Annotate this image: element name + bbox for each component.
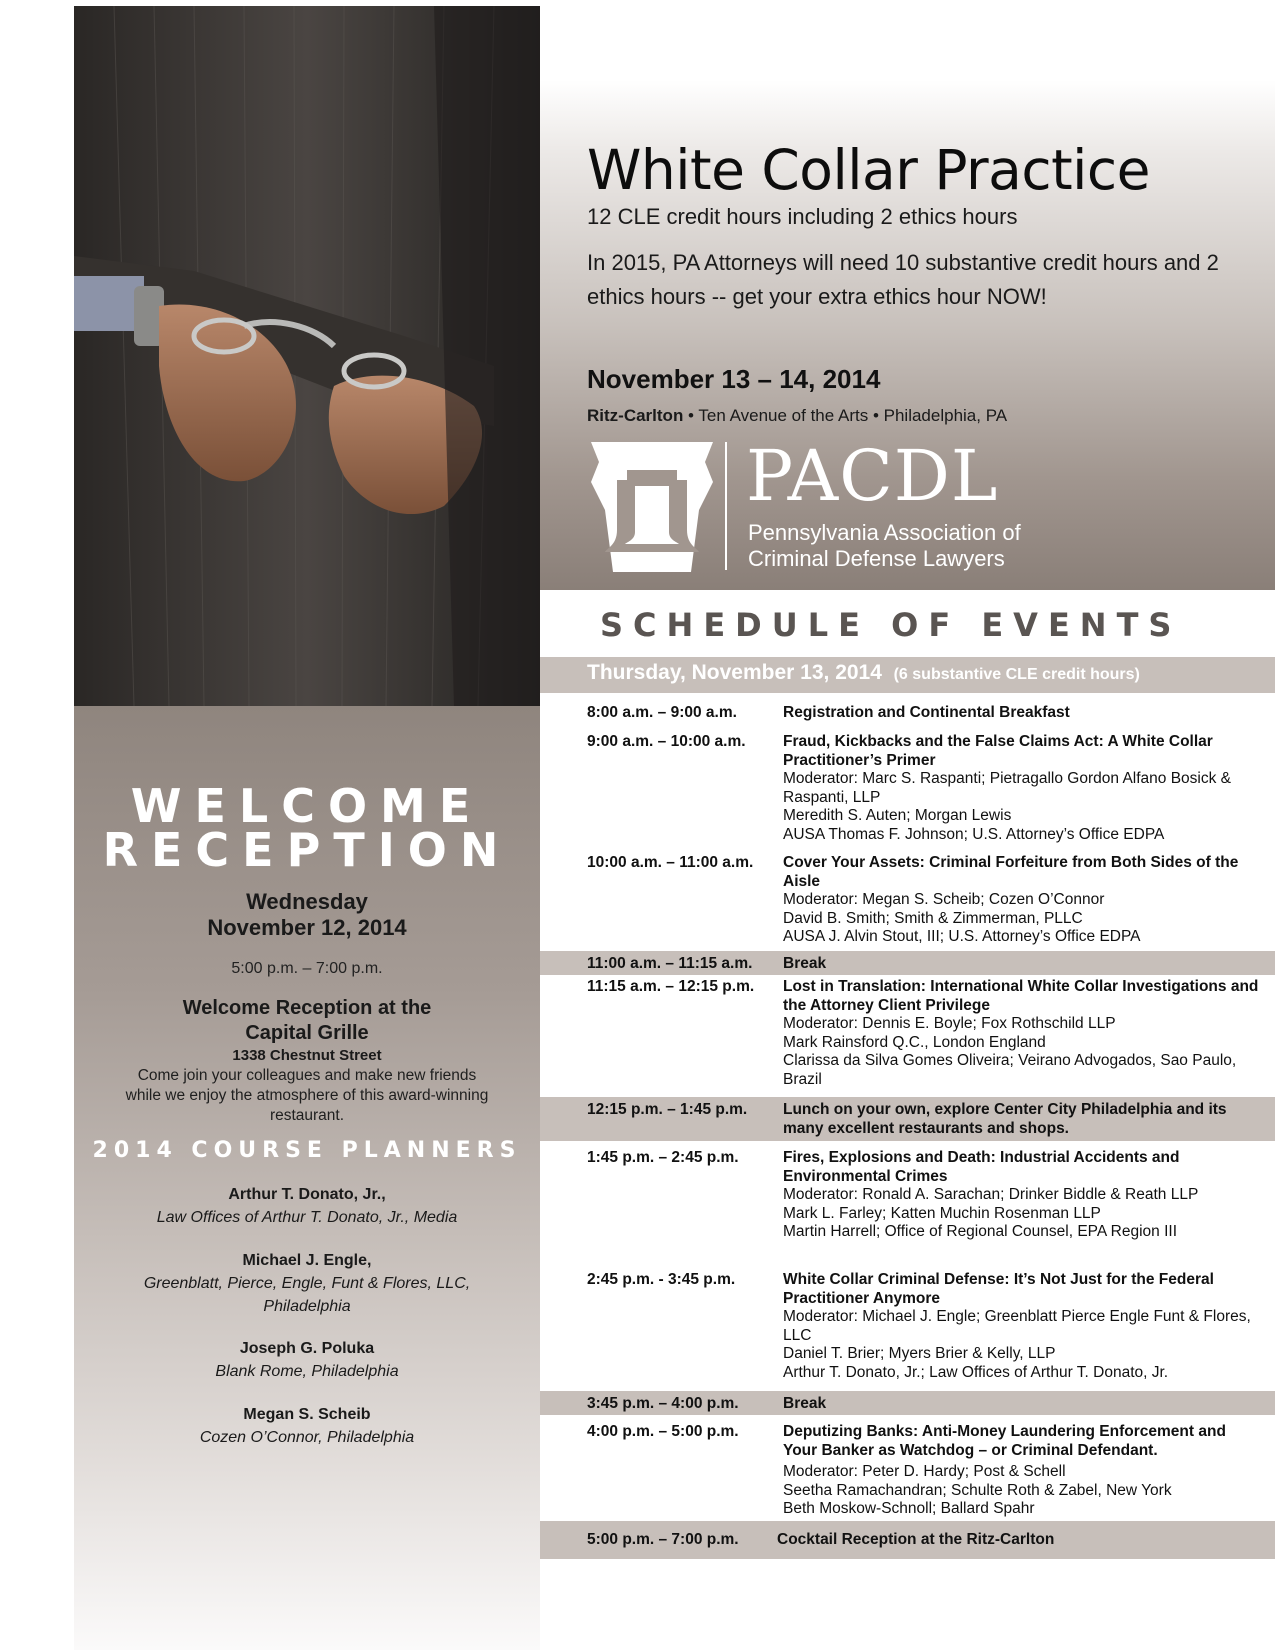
- welcome-date: November 12, 2014: [207, 915, 407, 940]
- row-time: 10:00 a.m. – 11:00 a.m.: [587, 854, 754, 871]
- pacdl-name-line1: Pennsylvania Association of: [748, 520, 1021, 545]
- row-time: 4:00 p.m. – 5:00 p.m.: [587, 1423, 739, 1440]
- planner-firm: Cozen O’Connor, Philadelphia: [199, 1429, 415, 1446]
- welcome-description: Come join your colleagues and make new friends while we enjoy the atmosphere of this award-winning restaurant.: [125, 1067, 489, 1124]
- pacdl-name-line2: Criminal Defense Lawyers: [748, 546, 1005, 571]
- row-speaker: AUSA J. Alvin Stout, III; U.S. Attorney’s Office EDPA: [783, 928, 1141, 945]
- course-planners-title: 2014 COURSE PLANNERS: [92, 1138, 522, 1163]
- left-column: [74, 6, 540, 1650]
- schedule-title: SCHEDULE OF EVENTS: [600, 606, 1182, 644]
- venue-line: [587, 406, 1007, 426]
- credit-hours-subtitle: 12 CLE credit hours including 2 ethics hours: [587, 204, 1018, 229]
- row-speaker: Moderator: Dennis E. Boyle; Fox Rothschild LLP: [783, 1015, 1116, 1032]
- planner-firm: Law Offices of Arthur T. Donato, Jr., Media: [156, 1209, 458, 1226]
- event-date: November 13 – 14, 2014: [587, 364, 881, 394]
- photo-illustration: [74, 6, 540, 706]
- row-time: 8:00 a.m. – 9:00 a.m.: [587, 704, 737, 721]
- row-speaker: AUSA Thomas F. Johnson; U.S. Attorney’s Office EDPA: [783, 825, 1165, 843]
- page-title: White Collar Practice: [587, 138, 1150, 202]
- welcome-venue-line2: Capital Grille: [245, 1022, 369, 1044]
- row-time: 3:45 p.m. – 4:00 p.m.: [587, 1395, 739, 1412]
- welcome-address: 1338 Chestnut Street: [232, 1047, 382, 1064]
- row-speaker: Clarissa da Silva Gomes Oliveira; Veirano Advogados, Sao Paulo, Brazil: [783, 1052, 1237, 1088]
- row-speaker: Martin Harrell; Office of Regional Counsel, EPA Region III: [783, 1223, 1178, 1240]
- venue-name: Ritz-Carlton: [587, 406, 684, 425]
- row-time: 9:00 a.m. – 10:00 a.m.: [587, 733, 746, 750]
- planner-name: Michael J. Engle,: [242, 1252, 372, 1269]
- planner-name: Megan S. Scheib: [243, 1406, 371, 1423]
- row-title: Cocktail Reception at the Ritz-Carlton: [777, 1531, 1055, 1548]
- planner-firm: Blank Rome, Philadelphia: [215, 1363, 399, 1380]
- welcome-time: 5:00 p.m. – 7:00 p.m.: [231, 960, 383, 977]
- planner-entry: [74, 1338, 540, 1383]
- row-time: 11:00 a.m. – 11:15 a.m.: [587, 955, 753, 972]
- welcome-title-line1: WELCOME: [130, 779, 484, 833]
- row-speaker: Daniel T. Brier; Myers Brier & Kelly, LLP: [783, 1345, 1056, 1362]
- row-speaker: Moderator: Michael J. Engle; Greenblatt Pierce Engle Funt & Flores, LLC: [783, 1308, 1251, 1344]
- row-time: 2:45 p.m. - 3:45 p.m.: [587, 1271, 736, 1288]
- row-speaker: David B. Smith; Smith & Zimmerman, PLLC: [783, 909, 1083, 927]
- day-credit-hours: (6 substantive CLE credit hours): [893, 666, 1140, 683]
- planner-entry: [74, 1250, 540, 1318]
- row-time: 1:45 p.m. – 2:45 p.m.: [587, 1149, 739, 1166]
- row-speaker: Moderator: Ronald A. Sarachan; Drinker Biddle & Reath LLP: [783, 1186, 1199, 1203]
- row-speaker: Moderator: Megan S. Scheib; Cozen O’Connor: [783, 891, 1105, 908]
- row-title: Cover Your Assets: Criminal Forfeiture from Both Sides of the Aisle: [783, 854, 1239, 890]
- row-title: Break: [783, 1395, 827, 1412]
- planner-entry: [74, 1184, 540, 1229]
- row-speaker: Mark Rainsford Q.C., London England: [783, 1033, 1046, 1051]
- row-speaker: Mark L. Farley; Katten Muchin Rosenman LLP: [783, 1204, 1101, 1222]
- row-speaker: Arthur T. Donato, Jr.; Law Offices of Arthur T. Donato, Jr.: [783, 1363, 1169, 1381]
- planner-name: Joseph G. Poluka: [239, 1340, 375, 1357]
- ethics-notice: In 2015, PA Attorneys will need 10 substantive credit hours and 2 ethics hours -- get your extra ethics hour NOW!: [587, 250, 1219, 309]
- row-time: 11:15 a.m. – 12:15 p.m.: [587, 978, 755, 995]
- planner-name: Arthur T. Donato, Jr.,: [228, 1186, 386, 1203]
- pacdl-full-name: [748, 520, 1021, 572]
- logo-divider: [725, 442, 727, 570]
- row-time: 5:00 p.m. – 7:00 p.m.: [587, 1531, 739, 1548]
- welcome-day: Wednesday: [246, 889, 368, 914]
- handcuffed-businessman-photo: [74, 6, 540, 706]
- row-title: White Collar Criminal Defense: It’s Not Just for the Federal Practitioner Anymore: [783, 1271, 1214, 1307]
- row-title: Lunch on your own, explore Center City Philadelphia and its many excellent restaurants and shops.: [783, 1101, 1227, 1137]
- row-title: Break: [783, 955, 827, 972]
- day-date: Thursday, November 13, 2014: [587, 661, 882, 684]
- row-title: Lost in Translation: International White Collar Investigations and the Attorney Client Privilege: [783, 978, 1259, 1014]
- row-title: Fires, Explosions and Death: Industrial Accidents and Environmental Crimes: [783, 1149, 1180, 1185]
- welcome-title-line2: RECEPTION: [102, 823, 512, 877]
- keystone-liberty-bell-icon: [587, 440, 717, 575]
- row-title: Fraud, Kickbacks and the False Claims Act: A White Collar Practitioner’s Primer: [783, 733, 1213, 769]
- welcome-reception-panel: [74, 706, 540, 1650]
- row-speaker: Beth Moskow-Schnoll; Ballard Spahr: [783, 1500, 1035, 1517]
- day-label: [587, 661, 1140, 685]
- row-speaker: Seetha Ramachandran; Schulte Roth & Zabel, New York: [783, 1481, 1172, 1499]
- row-speaker: Moderator: Peter D. Hardy; Post & Schell: [783, 1463, 1066, 1480]
- planner-firm: Greenblatt, Pierce, Engle, Funt & Flores, LLC, Philadelphia: [143, 1275, 471, 1315]
- welcome-venue-line1: Welcome Reception at the: [182, 997, 432, 1019]
- planner-entry: [74, 1404, 540, 1449]
- venue-address: • Ten Avenue of the Arts • Philadelphia, PA: [683, 406, 1008, 425]
- row-title: Deputizing Banks: Anti-Money Laundering Enforcement and Your Banker as Watchdog – or Criminal Defendant.: [783, 1423, 1226, 1459]
- row-title: Registration and Continental Breakfast: [783, 704, 1070, 721]
- row-speaker: Moderator: Marc S. Raspanti; Pietragallo Gordon Alfano Bosick & Raspanti, LLP: [783, 770, 1231, 806]
- pacdl-logo-text: PACDL: [746, 435, 999, 517]
- row-time: 12:15 p.m. – 1:45 p.m.: [587, 1101, 748, 1118]
- row-speaker: Meredith S. Auten; Morgan Lewis: [783, 807, 1012, 824]
